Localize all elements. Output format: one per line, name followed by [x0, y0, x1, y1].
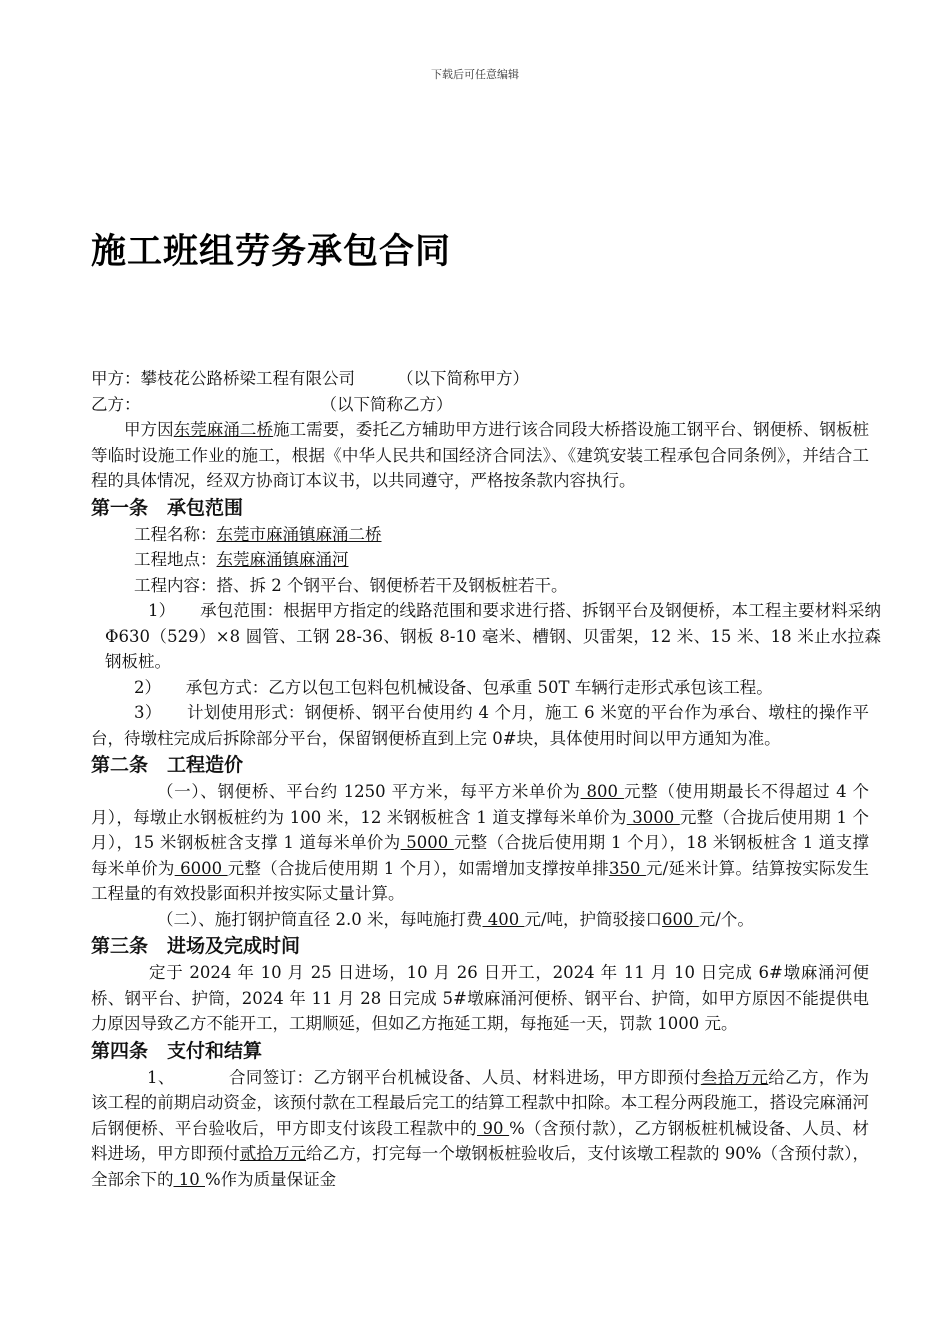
payment-paragraph: 1、 合同签订：乙方钢平台机械设备、人员、材料进场，甲方即预付叁拾万元给乙方，作为该工程的前期启动资金，该预付款在工程最后完工的结算工程款中扣除。本工程分两段施工，搭设完麻涌河后钢便桥、平台验收后，甲方即支付该段工程款中的 90 %（含预付款），乙方钢板桩机械设备、人员、材料进场，甲方即预付贰拾万元给乙方，打完每一个墩钢板桩验收后，支付该墩工程款的 90%（含预付款），全部余下的 10 %作为质量保证金: [91, 1067, 870, 1189]
project-name-value: 东莞市麻涌镇麻涌二桥: [216, 524, 382, 544]
payment-value: 叁拾万元: [700, 1067, 769, 1087]
scope-item-1: 1） 承包范围：根据甲方指定的线路范围和要求进行搭、拆钢平台及钢便桥，本工程主要材料采纳 Φ630（529）×8 圆管、工钢 28-36、钢板 8-10 毫米、槽钢、贝雷架，12 米、15 米、18 米止水拉森钢板桩。: [105, 601, 881, 671]
party-a-label: 甲方：: [91, 369, 141, 388]
project-site-line: 工程地点：东莞麻涌镇麻涌河: [134, 550, 349, 569]
party-a-note: （以下简称甲方）: [397, 369, 529, 388]
payment-value: 10: [173, 1169, 205, 1189]
price-value: 3000: [626, 807, 680, 827]
schedule-paragraph: 定于 2024 年 10 月 25 日进场，10 月 26 日开工，2024 年 11 月 10 日完成 6#墩麻涌河便桥、钢平台、护筒，2024 年 11 月 28 日完成 5#墩麻涌河便桥、钢平台、护筒，如甲方原因不能提供电力原因导致乙方不能开工，工期顺延，但如乙方拖延工期，每拖延一天，罚款 1000 元。: [91, 963, 869, 1033]
project-name-line: 工程名称：东莞市麻涌镇麻涌二桥: [134, 524, 382, 544]
article-3-heading: 第三条 进场及完成时间: [91, 935, 301, 957]
price-value: 6000: [174, 858, 228, 878]
payment-value: 贰拾万元: [239, 1144, 307, 1163]
price-value: 5000: [400, 833, 454, 852]
price-value: 350: [608, 858, 646, 878]
price-clause-2: （二）、施打钢护筒直径 2.0 米，每吨施打费 400 元/吨，护筒驳接口600 元/个。: [157, 909, 754, 929]
price-value: 400: [482, 909, 525, 929]
article-1-heading: 第一条 承包范围: [91, 496, 244, 519]
project-site-value: 东莞麻涌镇麻涌河: [216, 550, 349, 569]
scope-item-3: 3） 计划使用形式：钢便桥、钢平台使用约 4 个月，施工 6 米宽的平台作为承台、墩柱的操作平台，待墩柱完成后拆除部分平台，保留钢便桥直到上完 0#块，具体使用时间以甲方通知为准。: [91, 703, 869, 748]
article-4-heading: 第四条 支付和结算: [91, 1039, 263, 1062]
contract-title: 施工班组劳务承包合同: [91, 232, 452, 272]
scope-item-2: 2） 承包方式：乙方以包工包料包机械设备、包承重 50T 车辆行走形式承包该工程。: [134, 677, 773, 697]
payment-value: 90: [477, 1118, 510, 1138]
project-content-line: 工程内容：搭、拆 2 个钢平台、钢便桥若干及钢板桩若干。: [134, 575, 568, 595]
intro-paragraph: 甲方因东莞麻涌二桥施工需要，委托乙方辅助甲方进行该合同段大桥搭设施工钢平台、钢便桥、钢板桩等临时设施工作业的施工，根据《中华人民共和国经济合同法》、《建筑安装工程承包合同条例》，并结合工程的具体情况，经双方协商订本议书，以共同遵守，严格按条款内容执行。: [91, 420, 870, 490]
party-b-note: （以下简称乙方）: [320, 394, 453, 414]
party-b-line: [91, 392, 869, 418]
article-2-heading: 第二条 工程造价: [91, 754, 244, 776]
party-a-line: [91, 366, 869, 392]
price-value: 600: [662, 909, 699, 929]
price-clause-1: （一）、钢便桥、平台约 1250 平方米，每平方米单价为 800 元整（使用期最长不得超过 4 个月），每墩止水钢板桩约为 100 米，12 米钢板桩含 1 道支撑每米单价为 3000 元整（合拢后使用期 1 个月），15 米钢板桩含支撑 1 道每米单价为 5000 元整（合拢后使用期 1 个月），18 米钢板桩含 1 道支撑每米单价为 6000 元整（合拢后使用期 1 个月），如需增加支撑按单排350 元/延米计算。结算按实际发生工程量的有效投影面积并按实际丈量计算。: [91, 782, 870, 903]
price-value: 800: [580, 782, 624, 801]
party-b-label: 乙方：: [91, 394, 141, 414]
project-name-underlined: 东莞麻涌二桥: [173, 420, 274, 439]
page-header: 下载后可任意编辑: [431, 68, 519, 81]
contract-body: [91, 366, 881, 1192]
party-a-name: 攀枝花公路桥梁工程有限公司: [140, 369, 355, 388]
